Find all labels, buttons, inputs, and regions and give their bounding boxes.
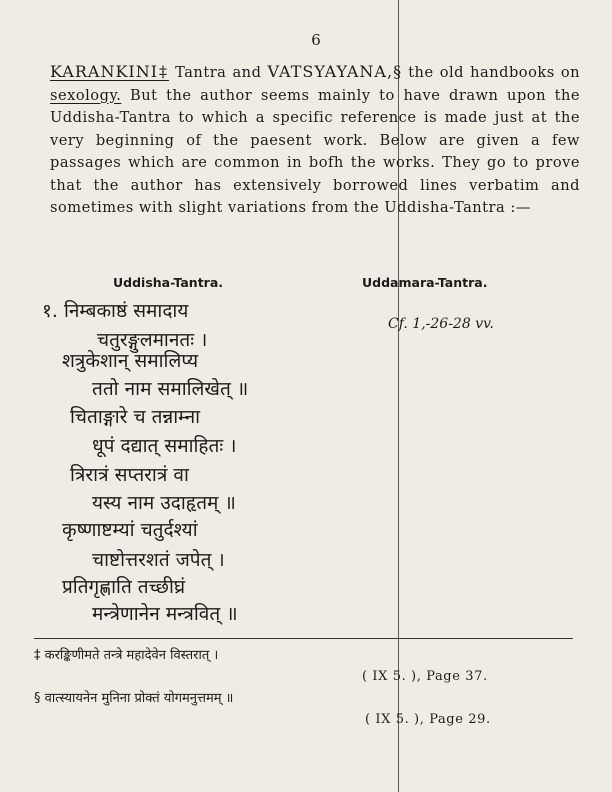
verse-line: मन्त्रेणानेन मन्त्रवित् ॥ xyxy=(92,603,238,625)
verse-line: कृष्णाष्टम्यां चतुर्दश्यां xyxy=(62,519,198,541)
footnote-karankini: ‡ करङ्किणीमते तन्त्रे महादेवेन विस्तरात् । xyxy=(34,648,219,663)
verse-line: चतुरङ्गुलमानतः । xyxy=(97,329,208,351)
verse-line: प्रतिगृह्णाति तच्छीघ्रं xyxy=(62,576,186,598)
intro-text-3: But the author seems mainly to have drawn upon the Uddisha-Tantra to which a specific reference is made just at the very beginning of the paesent work. Below are given a few passages which are common in bofh the works. They go to prove that the author has extensively borrowed lines verbatim and sometimes with slight variations from the Uddisha-Tantra :— xyxy=(50,86,580,216)
vatsyayana-term: VATSYAYANA,§ xyxy=(267,62,403,81)
cross-reference: Cf. 1,-26-28 vv. xyxy=(388,316,494,332)
verse-line: चिताङ्गारे च तन्नाम्ना xyxy=(70,406,201,428)
page-number: 6 xyxy=(311,31,321,49)
verse-line: १. निम्बकाष्ठं समादाय xyxy=(42,300,189,322)
verse-line: यस्य नाम उदाहृतम् ॥ xyxy=(92,492,236,514)
verse-line: चाष्टोत्तरशतं जपेत् । xyxy=(92,549,225,571)
verse-line: ततो नाम समालिखेत् ॥ xyxy=(92,378,249,400)
footnote-karankini-ref: ( IX 5. ), Page 37. xyxy=(362,669,488,684)
footnote-rule xyxy=(34,638,573,639)
uddamara-tantra-heading: Uddamara-Tantra. xyxy=(362,275,488,290)
intro-paragraph xyxy=(50,61,580,220)
verse-line: त्रिरात्रं सप्तरात्रं वा xyxy=(70,464,189,486)
intro-text-1: Tantra and xyxy=(169,64,268,81)
uddisha-tantra-heading: Uddisha-Tantra. xyxy=(113,275,224,290)
footnote-vatsyayana: § वात्स्यायनेन मुनिना प्रोक्तं योगमनुत्तमम् ॥ xyxy=(34,691,234,706)
sexology-term: sexology. xyxy=(50,86,122,104)
verse-line: धूपं दद्यात् समाहितः । xyxy=(92,435,237,457)
verse-line: शत्रुकेशान् समालिप्य xyxy=(62,350,199,372)
karankini-term: KARANKINI‡ xyxy=(50,62,170,81)
footnote-vatsyayana-ref: ( IX 5. ), Page 29. xyxy=(365,712,491,727)
intro-text-2: the old handbooks on xyxy=(402,64,580,81)
